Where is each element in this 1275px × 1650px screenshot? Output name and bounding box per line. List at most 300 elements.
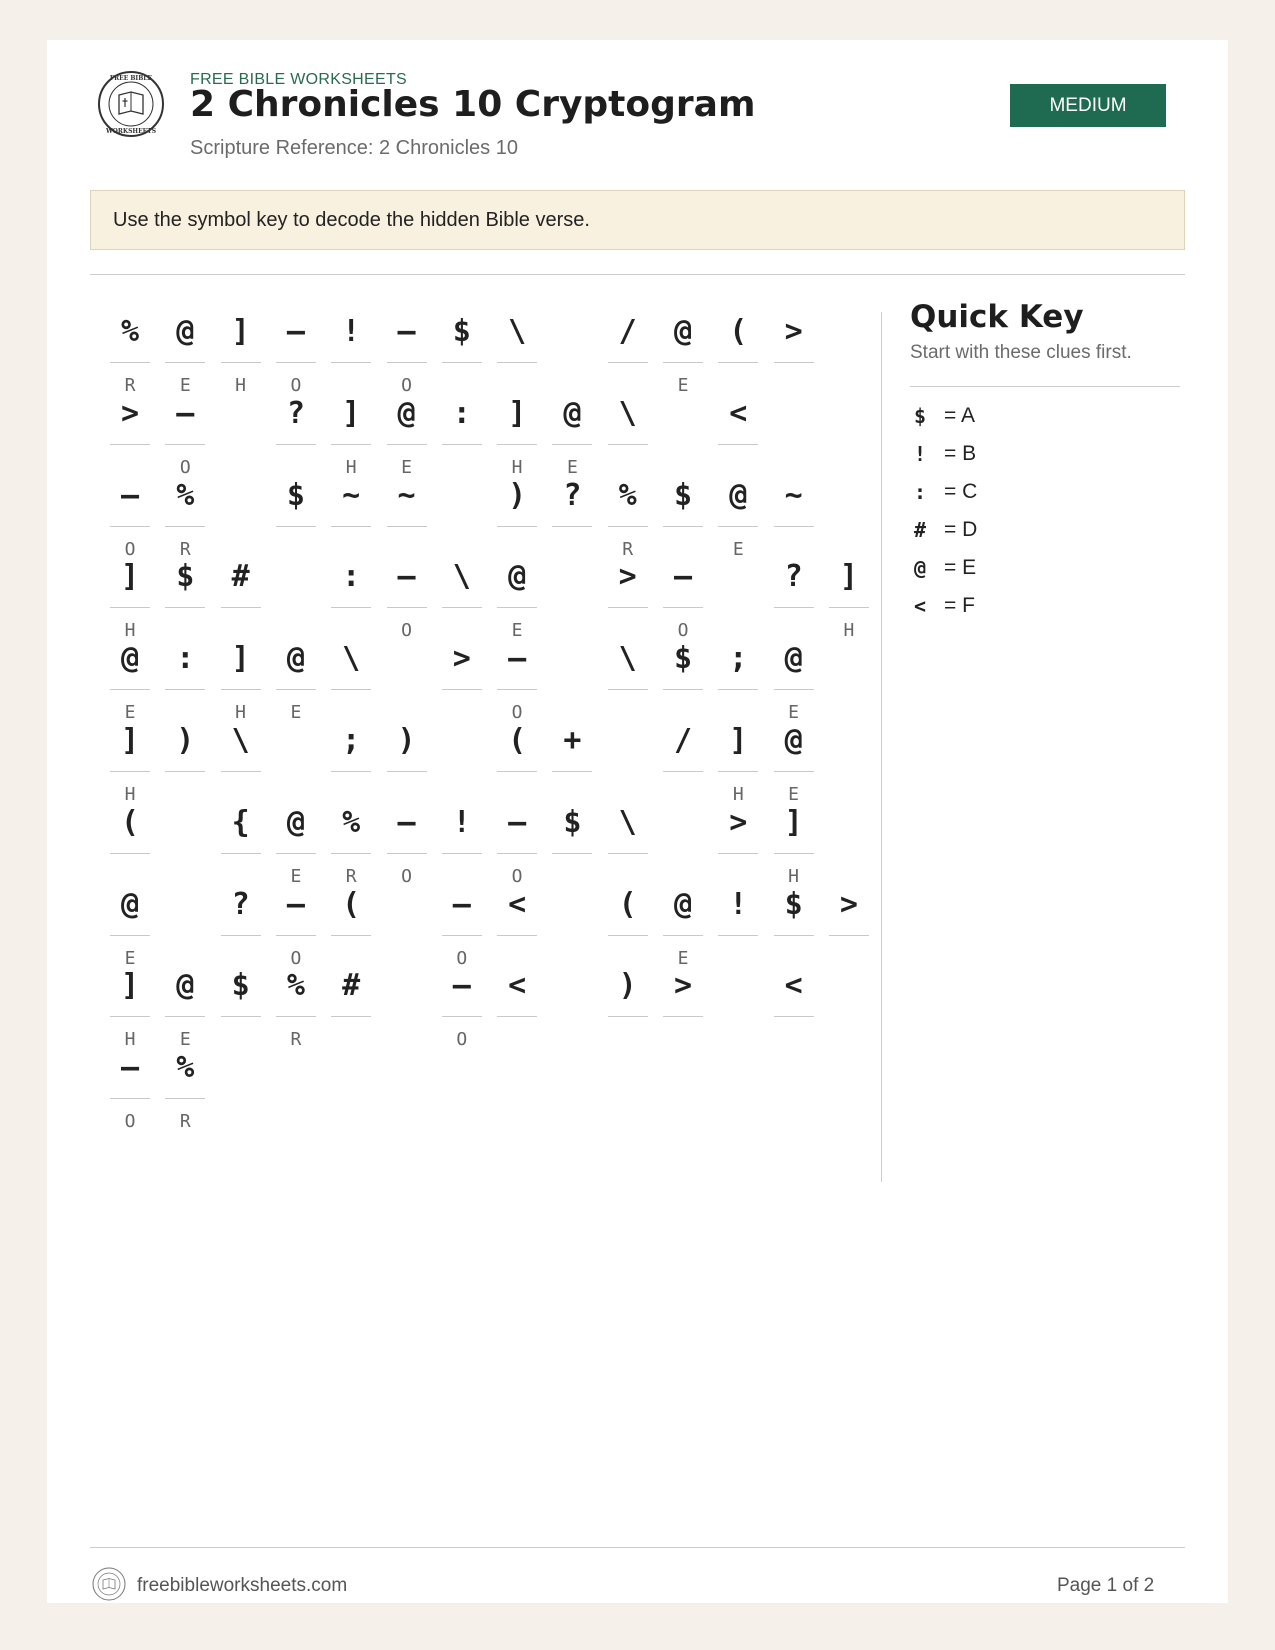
answer-letter: E: [179, 1029, 191, 1051]
cipher-cell[interactable]: [165, 468, 205, 560]
cipher-cell[interactable]: [442, 631, 482, 723]
cipher-symbol: @: [176, 968, 195, 1004]
cipher-cell[interactable]: [497, 713, 537, 805]
cipher-symbol: –: [286, 314, 305, 349]
cipher-cell[interactable]: [165, 304, 205, 396]
word-space: [276, 713, 316, 805]
answer-line: [608, 607, 648, 608]
cipher-cell[interactable]: [497, 631, 537, 723]
cipher-symbol: (: [508, 723, 527, 758]
cipher-symbol: :: [452, 395, 471, 431]
cipher-cell[interactable]: [608, 877, 648, 969]
cipher-cell[interactable]: [331, 631, 371, 723]
cipher-cell[interactable]: [110, 549, 150, 641]
cipher-symbol: :: [176, 641, 195, 677]
cipher-symbol: ): [397, 723, 416, 758]
word-space: [387, 631, 427, 723]
answer-line: [718, 362, 758, 363]
cipher-cell[interactable]: [221, 958, 261, 1050]
cipher-cell[interactable]: [774, 795, 814, 887]
cipher-symbol: –: [673, 559, 693, 595]
answer-line: [387, 362, 427, 363]
cipher-cell[interactable]: [276, 386, 316, 478]
answer-line: [276, 689, 316, 690]
scripture-reference: Scripture Reference: 2 Chronicles 10: [190, 137, 518, 159]
cipher-symbol: $: [452, 314, 471, 349]
answer-line: [276, 1016, 316, 1017]
cipher-cell[interactable]: [497, 958, 537, 1050]
cipher-symbol: %: [342, 804, 361, 840]
cipher-cell[interactable]: [829, 549, 869, 641]
cipher-symbol: ?: [784, 559, 803, 595]
cipher-cell[interactable]: [110, 468, 150, 560]
cipher-cell[interactable]: [718, 468, 758, 560]
cipher-symbol: \: [452, 559, 471, 595]
word-space: [718, 549, 758, 641]
cipher-symbol: ?: [563, 477, 582, 513]
cipher-symbol: ]: [120, 559, 140, 595]
answer-letter: O: [677, 620, 689, 642]
answer-line: [829, 607, 869, 608]
answer-letter: E: [677, 375, 689, 396]
answer-line: [331, 444, 371, 445]
answer-letter: O: [179, 456, 191, 478]
cipher-cell[interactable]: [165, 631, 205, 723]
answer-line: [718, 771, 758, 772]
answer-line: [331, 853, 371, 854]
answer-line: [774, 362, 814, 363]
footer-logo-icon: [92, 1567, 126, 1601]
cipher-cell[interactable]: [442, 304, 482, 396]
answer-line: [718, 853, 758, 854]
cipher-symbol: @: [120, 641, 140, 677]
answer-letter: O: [124, 1111, 136, 1133]
answer-letter: H: [788, 865, 800, 887]
answer-line: [774, 526, 814, 527]
cipher-cell[interactable]: [608, 958, 648, 1050]
cipher-cell[interactable]: [221, 877, 261, 969]
cipher-cell[interactable]: [663, 713, 703, 805]
answer-line: [276, 935, 316, 936]
answer-line: [387, 526, 427, 527]
answer-letter: H: [124, 620, 136, 642]
answer-line: [774, 1016, 814, 1017]
cipher-cell[interactable]: [110, 958, 150, 1050]
page-title: 2 Chronicles 10 Cryptogram: [190, 84, 756, 125]
word-space: [221, 386, 261, 478]
cipher-cell[interactable]: [387, 386, 427, 478]
answer-line: [165, 1098, 205, 1099]
cipher-cell[interactable]: [110, 631, 150, 723]
cipher-symbol: @: [784, 723, 803, 758]
answer-line: [165, 607, 205, 608]
cipher-cell[interactable]: [718, 386, 758, 478]
answer-letter: E: [401, 456, 412, 478]
cipher-cell[interactable]: [442, 386, 482, 478]
answer-letter: R: [345, 865, 357, 887]
cipher-cell[interactable]: [165, 549, 205, 641]
cipher-cell[interactable]: [663, 304, 703, 396]
cipher-symbol: <: [784, 968, 803, 1004]
answer-letter: H: [235, 702, 247, 724]
answer-letter: H: [345, 456, 357, 478]
quick-key-entry: [910, 436, 1110, 472]
word-space: [387, 877, 427, 969]
cipher-cell[interactable]: [442, 549, 482, 641]
key-symbol: :: [913, 480, 927, 504]
answer-letter: H: [124, 784, 136, 805]
answer-line: [663, 607, 703, 608]
cipher-symbol: (: [729, 314, 748, 349]
cipher-cell[interactable]: [552, 468, 592, 560]
cipher-symbol: –: [120, 477, 140, 513]
cipher-cell[interactable]: [497, 795, 537, 887]
cipher-cell[interactable]: [663, 549, 703, 641]
word-space: [663, 386, 703, 478]
word-space: [442, 713, 482, 805]
answer-line: [221, 607, 261, 608]
cipher-cell[interactable]: [774, 631, 814, 723]
answer-letter: O: [401, 865, 412, 887]
cipher-symbol: ~: [397, 477, 416, 513]
cipher-cell[interactable]: [608, 468, 648, 560]
cipher-cell[interactable]: [442, 877, 482, 969]
answer-letter: H: [235, 375, 247, 396]
cipher-symbol: ?: [231, 886, 250, 922]
cipher-symbol: %: [618, 477, 637, 513]
cipher-cell[interactable]: [331, 549, 371, 641]
page-number: Page 1 of 2: [1057, 1575, 1155, 1596]
cipher-cell[interactable]: [497, 386, 537, 478]
cipher-symbol: @: [397, 395, 416, 431]
word-space: [165, 795, 205, 887]
cipher-cell[interactable]: [497, 468, 537, 560]
answer-line: [276, 526, 316, 527]
answer-letter: H: [843, 620, 855, 642]
answer-line: [110, 935, 150, 936]
answer-line: [718, 935, 758, 936]
quick-key-entry: [910, 512, 1110, 548]
answer-letter: R: [622, 538, 634, 560]
cipher-cell[interactable]: [110, 877, 150, 969]
cipher-cell[interactable]: [276, 958, 316, 1050]
answer-letter: E: [179, 375, 191, 396]
cipher-symbol: ~: [784, 477, 803, 513]
cipher-cell[interactable]: [221, 795, 261, 887]
cipher-symbol: >: [618, 559, 637, 595]
cipher-cell[interactable]: [110, 386, 150, 478]
cipher-cell[interactable]: [497, 549, 537, 641]
quick-key-entry: [910, 588, 1110, 624]
svg-text:WORKSHEETS: WORKSHEETS: [105, 128, 157, 135]
answer-line: [497, 1016, 537, 1017]
cipher-cell[interactable]: [718, 631, 758, 723]
answer-line: [221, 771, 261, 772]
word-space: [276, 549, 316, 641]
difficulty-badge: MEDIUM: [1010, 84, 1166, 127]
answer-line: [663, 771, 703, 772]
cipher-symbol: –: [452, 968, 471, 1004]
word-space: [442, 468, 482, 560]
word-space: [165, 877, 205, 969]
cipher-cell[interactable]: [165, 386, 205, 478]
quick-key-title: Quick Key: [910, 299, 1084, 335]
cipher-symbol: ~: [342, 477, 361, 513]
answer-line: [110, 771, 150, 772]
cipher-cell[interactable]: [718, 795, 758, 887]
cipher-cell[interactable]: [387, 304, 427, 396]
quick-key-subtitle: Start with these clues first.: [910, 342, 1132, 363]
answer-line: [276, 444, 316, 445]
cipher-cell[interactable]: [774, 304, 814, 396]
answer-letter: O: [456, 947, 468, 969]
cipher-cell[interactable]: [387, 549, 427, 641]
cipher-cell[interactable]: [497, 877, 537, 969]
cipher-cell[interactable]: [774, 877, 814, 969]
cipher-cell[interactable]: [774, 958, 814, 1050]
cipher-cell[interactable]: [774, 549, 814, 641]
answer-line: [165, 689, 205, 690]
answer-line: [165, 444, 205, 445]
cipher-cell[interactable]: [442, 795, 482, 887]
cipher-cell[interactable]: [774, 713, 814, 805]
cipher-cell[interactable]: [165, 713, 205, 805]
cipher-symbol: ;: [729, 641, 748, 677]
answer-line: [442, 607, 482, 608]
cipher-cell[interactable]: [387, 795, 427, 887]
cipher-cell[interactable]: [221, 304, 261, 396]
answer-letter: H: [511, 456, 523, 478]
cipher-symbol: !: [729, 886, 748, 922]
answer-line: [331, 689, 371, 690]
word-space: [718, 958, 758, 1050]
cipher-cell[interactable]: [331, 795, 371, 887]
answer-line: [552, 444, 592, 445]
cipher-cell[interactable]: [221, 549, 261, 641]
cipher-cell[interactable]: [663, 958, 703, 1050]
cipher-symbol: ]: [120, 968, 140, 1004]
cipher-symbol: \: [231, 723, 250, 758]
cipher-cell[interactable]: [497, 304, 537, 396]
key-value: = A: [944, 404, 975, 427]
word-space: [552, 877, 592, 969]
answer-letter: R: [179, 538, 191, 560]
answer-line: [110, 689, 150, 690]
cipher-cell[interactable]: [608, 795, 648, 887]
answer-line: [608, 689, 648, 690]
key-symbol: !: [913, 442, 927, 466]
word-space: [552, 549, 592, 641]
key-symbol: #: [913, 518, 927, 542]
cipher-cell[interactable]: [221, 713, 261, 805]
key-value: = C: [944, 480, 978, 503]
cipher-cell[interactable]: [276, 631, 316, 723]
answer-letter: E: [124, 702, 136, 724]
cipher-symbol: ): [508, 477, 527, 513]
cipher-symbol: ;: [342, 723, 361, 758]
answer-line: [387, 853, 427, 854]
cipher-cell[interactable]: [663, 468, 703, 560]
cipher-cell[interactable]: [608, 631, 648, 723]
cipher-symbol: $: [231, 968, 250, 1004]
answer-line: [331, 362, 371, 363]
cipher-cell[interactable]: [276, 304, 316, 396]
answer-line: [387, 607, 427, 608]
answer-line: [718, 526, 758, 527]
answer-letter: E: [677, 947, 689, 969]
cipher-symbol: %: [286, 968, 305, 1004]
cipher-cell[interactable]: [331, 468, 371, 560]
answer-line: [110, 444, 150, 445]
cipher-cell[interactable]: [331, 304, 371, 396]
cipher-cell[interactable]: [110, 304, 150, 396]
answer-letter: O: [290, 947, 302, 969]
cipher-cell[interactable]: [331, 713, 371, 805]
answer-line: [774, 689, 814, 690]
cipher-cell[interactable]: [331, 958, 371, 1050]
cipher-symbol: ?: [286, 395, 305, 431]
answer-line: [110, 607, 150, 608]
cipher-cell[interactable]: [663, 877, 703, 969]
answer-letter: O: [290, 375, 302, 396]
answer-line: [331, 935, 371, 936]
answer-letter: R: [290, 1029, 302, 1051]
cipher-symbol: \: [618, 804, 637, 840]
answer-line: [110, 1098, 150, 1099]
answer-letter: E: [788, 702, 800, 724]
answer-line: [718, 689, 758, 690]
cipher-cell[interactable]: [110, 795, 150, 887]
cipher-symbol: –: [120, 1050, 140, 1086]
quick-key-entry: [910, 398, 1110, 434]
answer-line: [552, 853, 592, 854]
cipher-symbol: ]: [784, 804, 803, 840]
answer-letter: O: [401, 620, 412, 642]
answer-line: [497, 935, 537, 936]
cipher-symbol: #: [342, 968, 361, 1004]
answer-letter: O: [456, 1029, 468, 1051]
cipher-cell[interactable]: [276, 795, 316, 887]
answer-line: [497, 771, 537, 772]
answer-letter: R: [124, 375, 136, 396]
answer-line: [221, 1016, 261, 1017]
answer-line: [387, 444, 427, 445]
answer-line: [442, 1016, 482, 1017]
answer-line: [387, 771, 427, 772]
cipher-symbol: ): [618, 968, 637, 1004]
cipher-symbol: \: [342, 641, 361, 677]
answer-line: [442, 362, 482, 363]
cipher-cell[interactable]: [552, 386, 592, 478]
cipher-symbol: (: [618, 886, 637, 922]
key-symbol: <: [913, 594, 927, 618]
answer-line: [331, 607, 371, 608]
cipher-symbol: –: [508, 641, 527, 677]
answer-letter: E: [566, 456, 578, 478]
cipher-symbol: /: [673, 723, 693, 758]
svg-text:FREE BIBLE: FREE BIBLE: [109, 75, 153, 82]
answer-line: [497, 853, 537, 854]
answer-line: [608, 526, 648, 527]
cipher-cell[interactable]: [276, 468, 316, 560]
cipher-cell[interactable]: [331, 877, 371, 969]
answer-line: [552, 771, 592, 772]
cipher-symbol: /: [618, 314, 637, 349]
cipher-symbol: @: [563, 395, 582, 431]
cipher-cell[interactable]: [718, 877, 758, 969]
cipher-symbol: $: [176, 559, 195, 595]
cipher-symbol: ]: [231, 314, 250, 349]
cipher-cell[interactable]: [165, 958, 205, 1050]
key-value: = E: [944, 556, 977, 579]
brand-label: FREE BIBLE WORKSHEETS: [190, 71, 408, 88]
answer-letter: E: [732, 538, 744, 560]
answer-letter: E: [290, 865, 302, 887]
cipher-cell[interactable]: [331, 386, 371, 478]
answer-line: [110, 853, 150, 854]
answer-line: [331, 1016, 371, 1017]
cipher-cell[interactable]: [165, 1040, 205, 1132]
answer-line: [442, 689, 482, 690]
answer-line: [663, 1016, 703, 1017]
cipher-cell[interactable]: [774, 468, 814, 560]
cipher-cell[interactable]: [442, 958, 482, 1050]
cipher-symbol: –: [397, 314, 416, 349]
answer-line: [552, 526, 592, 527]
cipher-cell[interactable]: [552, 795, 592, 887]
answer-line: [165, 362, 205, 363]
cipher-symbol: –: [452, 886, 471, 922]
cipher-cell[interactable]: [387, 713, 427, 805]
cipher-cell[interactable]: [608, 386, 648, 478]
cipher-symbol: $: [673, 477, 693, 513]
cipher-cell[interactable]: [110, 1040, 150, 1132]
cipher-symbol: @: [673, 886, 693, 922]
cipher-cell[interactable]: [608, 549, 648, 641]
cipher-cell[interactable]: [718, 713, 758, 805]
cipher-cell[interactable]: [110, 713, 150, 805]
cipher-cell[interactable]: [276, 877, 316, 969]
cipher-cell[interactable]: [552, 713, 592, 805]
cipher-symbol: –: [286, 886, 305, 922]
cipher-symbol: ): [176, 723, 195, 758]
answer-line: [221, 689, 261, 690]
cipher-symbol: –: [397, 559, 416, 595]
footer-site: freebibleworksheets.com: [137, 1575, 348, 1596]
cipher-symbol: ]: [839, 559, 858, 595]
answer-letter: H: [732, 784, 744, 805]
cipher-symbol: <: [729, 395, 748, 431]
cipher-cell[interactable]: [387, 468, 427, 560]
cipher-cell[interactable]: [221, 631, 261, 723]
cipher-symbol: @: [508, 559, 527, 595]
cipher-cell[interactable]: [663, 631, 703, 723]
instructions-text: Use the symbol key to decode the hidden Bible verse.: [113, 208, 590, 231]
answer-line: [663, 935, 703, 936]
answer-line: [442, 935, 482, 936]
cipher-symbol: ]: [342, 395, 361, 431]
cipher-symbol: :: [342, 559, 361, 595]
cipher-cell[interactable]: [829, 877, 869, 969]
cipher-cell[interactable]: [608, 304, 648, 396]
answer-line: [276, 362, 316, 363]
answer-line: [110, 1016, 150, 1017]
answer-line: [165, 771, 205, 772]
cipher-cell[interactable]: [718, 304, 758, 396]
cipher-symbol: –: [176, 395, 195, 431]
cipher-symbol: !: [342, 314, 361, 349]
cipher-symbol: >: [784, 314, 803, 349]
